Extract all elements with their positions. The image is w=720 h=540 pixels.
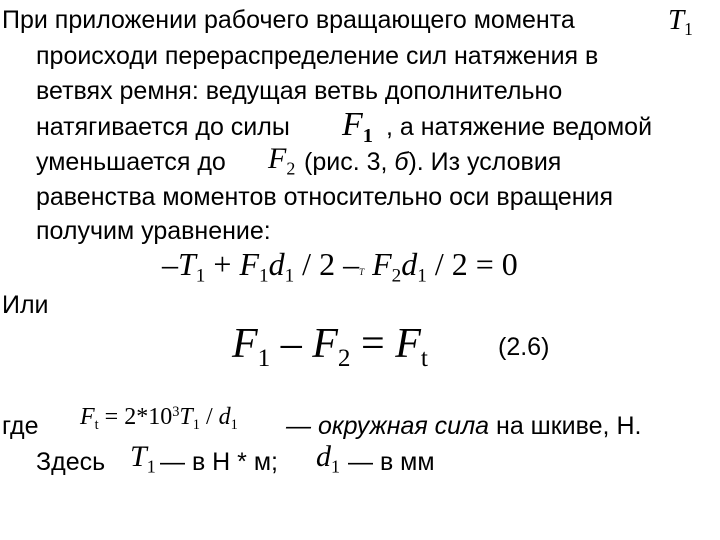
equation-number: (2.6): [498, 333, 550, 361]
circumferential-force-formula: $F_t = 2*10^3T_1 / d_1$: [80, 404, 238, 434]
text-line-4a: натягивается до силы: [36, 113, 290, 141]
text-line-6: равенства моментов относительно оси вращения: [36, 183, 614, 211]
or-label: Или: [2, 291, 49, 319]
here-symbol-T1: $T_1$: [130, 440, 156, 477]
text-line-1: При приложении рабочего вращающего момента: [2, 6, 575, 34]
symbol-F1: $F_1$: [342, 106, 373, 148]
symbol-T1: $T_1$: [668, 4, 693, 40]
moment-equation: $-T_1 + F_1d_1 / 2$ –T $F_2d_1 / 2 = 0$: [162, 246, 518, 287]
where-label: где: [2, 412, 39, 440]
text-line-3: ветвях ремня: ведущая ветвь дополнительно: [36, 77, 563, 105]
force-equation: $F_1 - F_2 = F_t$: [232, 321, 428, 372]
text-line-5a: уменьшается до: [36, 148, 226, 176]
text-line-5b: (рис. 3, б). Из условия: [304, 148, 562, 176]
here-label: Здесь: [36, 448, 106, 476]
here-symbol-d1: $d_1$: [316, 440, 340, 477]
text-line-7: получим уравнение:: [36, 217, 271, 245]
here-unit-d: — в мм: [348, 448, 435, 476]
symbol-F2: $F_2$: [268, 142, 296, 179]
text-line-2: происходи перераспределение сил натяжения в: [36, 42, 599, 70]
text-line-4b: , а натяжение ведомой: [386, 113, 653, 141]
where-description: — окружная сила на шкиве, Н.: [286, 412, 642, 440]
here-unit-T: — в Н * м;: [160, 448, 278, 476]
